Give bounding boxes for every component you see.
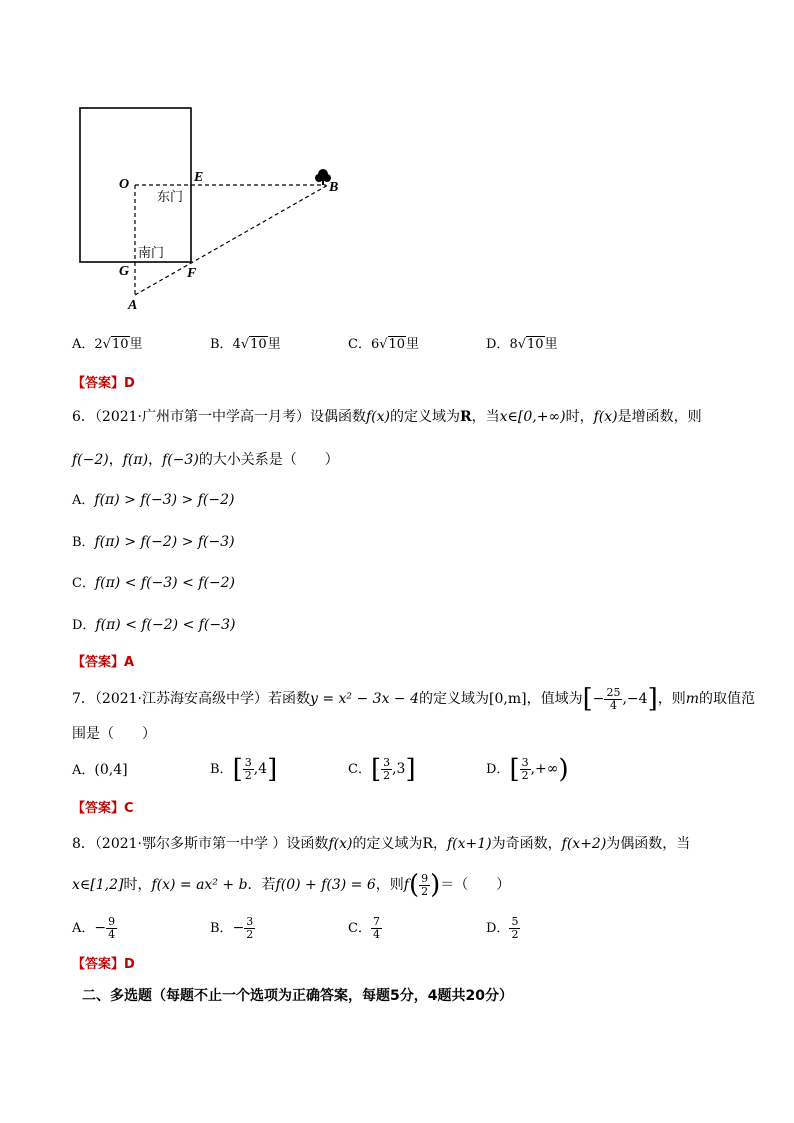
label-O: O [119,177,130,192]
q5-option-d[interactable]: D．8√10里 [486,337,558,352]
q7-option-a[interactable]: A．(0,4] [72,762,128,778]
q7-option-b[interactable]: B．[ $\frac{3}{2}$ ,4] [210,754,278,785]
q6-option-d[interactable]: D．f(π) < f(−2) < f(−3) [72,617,236,633]
section2-title: 二、多选题（每题不止一个选项为正确答案，每题5分，4题共20分） [82,988,513,1004]
q5-option-a[interactable]: A．2√10里 [72,337,143,352]
q7-option-d[interactable]: D．[ $\frac{3}{2}$ ,+∞) [486,754,569,785]
q8-answer: 【答案】D [72,957,135,972]
label-G: G [119,264,130,279]
q8-option-d[interactable]: D． $\frac{5}{2}$ [486,915,519,941]
q7-option-c[interactable]: C．[ $\frac{3}{2}$ ,3] [348,754,416,785]
q6-option-a[interactable]: A．f(π) > f(−3) > f(−2) [72,492,235,508]
q6-option-c[interactable]: C．f(π) < f(−3) < f(−2) [72,575,236,591]
q7-answer: 【答案】C [72,801,134,816]
q5-option-c[interactable]: C．6√10里 [348,337,420,352]
q8-option-a[interactable]: A．− $\frac{9}{4}$ [72,915,116,941]
q8-option-c[interactable]: C． $\frac{7}{4}$ [348,915,380,941]
label-B: B [329,180,339,195]
q8-option-b[interactable]: B．− $\frac{3}{2}$ [210,915,254,941]
q7-stem-line2: 围是（ ） [72,726,156,742]
label-E: E [194,170,204,185]
q6-stem-line1: 6．（2021·广州市第一中学高一月考）设偶函数f(x)的定义域为R，当x∈[0,+∞)时，f(x)是增函数，则 [72,409,702,425]
geometry-figure [60,95,360,325]
q5-answer: 【答案】D [72,376,135,391]
q6-answer: 【答案】A [72,655,135,670]
q6-stem-line2: f(−2)，f(π)，f(−3)的大小关系是（ ） [72,452,339,468]
south-gate-label: 南门 [138,246,165,261]
q5-option-b[interactable]: B．4√10里 [210,337,281,352]
q8-stem-line1: 8．（2021·鄂尔多斯市第一中学 ）设函数f(x)的定义域为R，f(x+1)为奇函数，f(x+2)为偶函数，当 [72,836,691,852]
q7-stem-line1: 7．（2021·江苏海安高级中学）若函数y = x² − 3x − 4的定义域为[0,m]，值域为[− $\frac{25}{4}$ ,−4]，则m的取值范 [72,684,756,714]
east-gate-label: 东门 [157,190,184,205]
label-F: F [187,266,197,281]
q8-stem-line2: x∈[1,2]时，f(x) = ax² + b．若f(0) + f(3) = 6，则f( $\frac{9}{2}$ )＝（ ） [72,870,511,900]
label-A: A [128,298,138,313]
q6-option-b[interactable]: B．f(π) > f(−2) > f(−3) [72,534,235,550]
